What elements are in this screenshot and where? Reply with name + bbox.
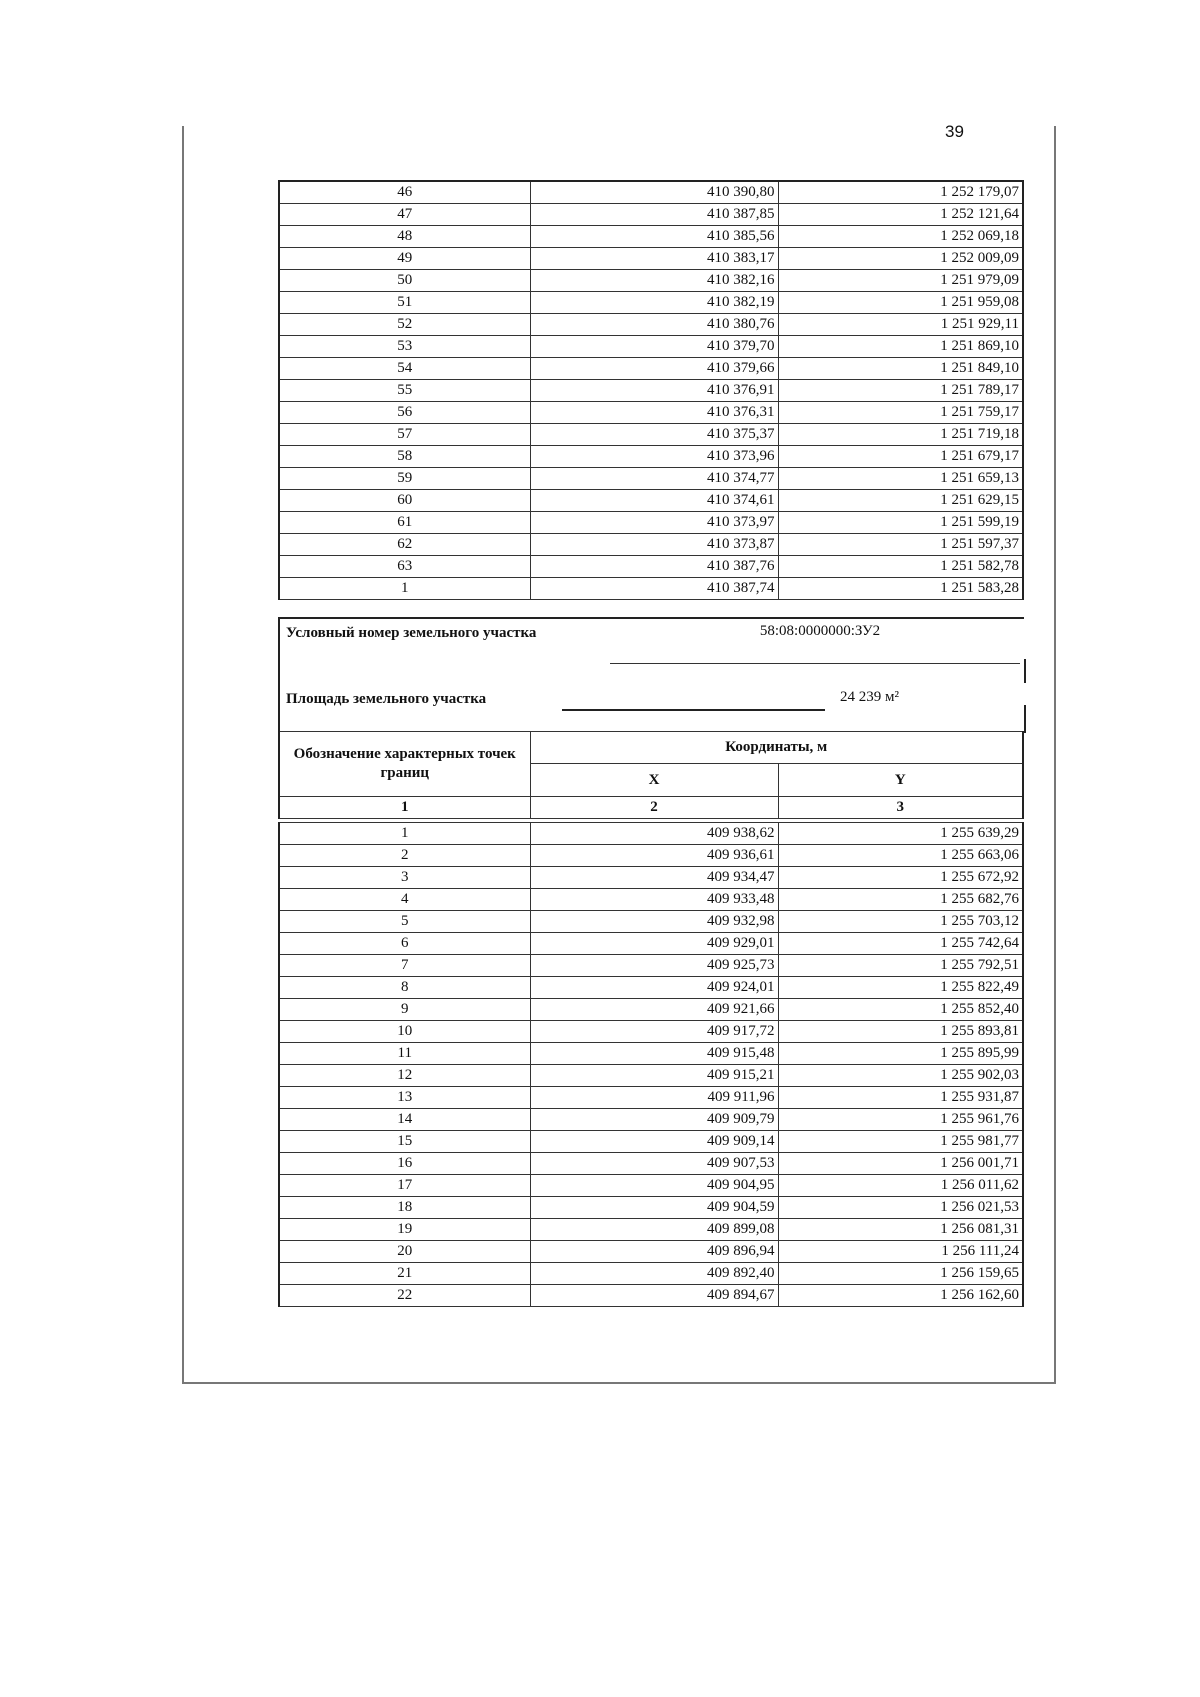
point-number-cell: 3 [279, 867, 530, 889]
parcel-area-underline [562, 709, 825, 711]
x-coordinate-cell: 410 387,74 [530, 578, 778, 600]
y-coordinate-cell: 1 255 893,81 [778, 1021, 1023, 1043]
point-number-cell: 47 [279, 204, 530, 226]
table-row [279, 446, 1023, 468]
y-coordinate-cell: 1 255 822,49 [778, 977, 1023, 999]
point-number-cell: 55 [279, 380, 530, 402]
x-coordinate-cell: 410 385,56 [530, 226, 778, 248]
y-coordinate-cell: 1 255 663,06 [778, 845, 1023, 867]
x-coordinate-cell: 410 374,77 [530, 468, 778, 490]
point-number-cell: 18 [279, 1197, 530, 1219]
point-number-cell: 58 [279, 446, 530, 468]
column-number-3: 3 [778, 797, 1023, 819]
point-number-cell: 59 [279, 468, 530, 490]
coordinates-table [278, 822, 1024, 1307]
y-coordinate-cell: 1 251 789,17 [778, 380, 1023, 402]
point-number-cell: 51 [279, 292, 530, 314]
point-number-cell: 6 [279, 933, 530, 955]
x-coordinate-cell: 410 390,80 [530, 181, 778, 204]
parcel-area-row [278, 685, 1024, 735]
table-row [279, 1219, 1023, 1241]
point-number-cell: 57 [279, 424, 530, 446]
x-coordinate-cell: 409 933,48 [530, 889, 778, 911]
y-coordinate-cell: 1 251 629,15 [778, 490, 1023, 512]
table-row [279, 248, 1023, 270]
x-coordinate-cell: 409 899,08 [530, 1219, 778, 1241]
x-coordinate-cell: 409 915,21 [530, 1065, 778, 1087]
x-coordinate-cell: 409 909,14 [530, 1131, 778, 1153]
point-number-cell: 1 [279, 578, 530, 600]
x-coordinate-cell: 409 921,66 [530, 999, 778, 1021]
table-row [279, 314, 1023, 336]
table-row [279, 1175, 1023, 1197]
x-coordinate-cell: 409 917,72 [530, 1021, 778, 1043]
y-coordinate-cell: 1 256 081,31 [778, 1219, 1023, 1241]
y-coordinate-cell: 1 251 599,19 [778, 512, 1023, 534]
point-number-cell: 16 [279, 1153, 530, 1175]
table-row [279, 911, 1023, 933]
cadastral-number-value: 58:08:0000000:ЗУ2 [759, 623, 881, 639]
x-coordinate-cell: 409 932,98 [530, 911, 778, 933]
y-coordinate-cell: 1 256 111,24 [778, 1241, 1023, 1263]
x-coordinate-cell: 409 915,48 [530, 1043, 778, 1065]
x-coordinate-cell: 409 894,67 [530, 1285, 778, 1307]
coordinates-table-continued [278, 180, 1024, 600]
table-row [279, 1043, 1023, 1065]
table-row [279, 490, 1023, 512]
y-coordinate-cell: 1 251 979,09 [778, 270, 1023, 292]
y-coordinate-cell: 1 252 069,18 [778, 226, 1023, 248]
y-coordinate-cell: 1 255 742,64 [778, 933, 1023, 955]
table-row [279, 1131, 1023, 1153]
table-row [279, 534, 1023, 556]
table-row [279, 823, 1023, 845]
x-coordinate-cell: 409 911,96 [530, 1087, 778, 1109]
point-number-cell: 46 [279, 181, 530, 204]
table-row [279, 1241, 1023, 1263]
x-coordinate-cell: 410 375,37 [530, 424, 778, 446]
x-coordinate-cell: 409 904,59 [530, 1197, 778, 1219]
x-coordinate-cell: 409 892,40 [530, 1263, 778, 1285]
x-coordinate-cell: 410 373,97 [530, 512, 778, 534]
point-number-cell: 12 [279, 1065, 530, 1087]
point-number-cell: 17 [279, 1175, 530, 1197]
point-number-cell: 4 [279, 889, 530, 911]
x-coordinate-cell: 409 907,53 [530, 1153, 778, 1175]
y-coordinate-cell: 1 251 929,11 [778, 314, 1023, 336]
y-coordinate-cell: 1 255 672,92 [778, 867, 1023, 889]
point-number-cell: 11 [279, 1043, 530, 1065]
y-coordinate-cell: 1 251 597,37 [778, 534, 1023, 556]
point-number-cell: 60 [279, 490, 530, 512]
point-number-cell: 1 [279, 823, 530, 845]
point-number-cell: 20 [279, 1241, 530, 1263]
cadastral-number-row [278, 617, 1024, 687]
y-coordinate-cell: 1 251 759,17 [778, 402, 1023, 424]
x-coordinate-cell: 409 909,79 [530, 1109, 778, 1131]
y-coordinate-cell: 1 255 895,99 [778, 1043, 1023, 1065]
table-row [279, 578, 1023, 600]
table-row [279, 292, 1023, 314]
y-coordinate-cell: 1 255 902,03 [778, 1065, 1023, 1087]
x-coordinate-cell: 410 387,85 [530, 204, 778, 226]
table-row [279, 468, 1023, 490]
x-coordinate-cell: 409 929,01 [530, 933, 778, 955]
table-row [279, 270, 1023, 292]
x-coordinate-cell: 409 925,73 [530, 955, 778, 977]
point-number-cell: 49 [279, 248, 530, 270]
table-row [279, 512, 1023, 534]
parcel-area-value: 24 239 м² [840, 689, 899, 705]
point-number-cell: 15 [279, 1131, 530, 1153]
table-row [279, 402, 1023, 424]
y-coordinate-cell: 1 251 719,18 [778, 424, 1023, 446]
table-row [279, 226, 1023, 248]
y-coordinate-cell: 1 255 703,12 [778, 911, 1023, 933]
table-row [279, 181, 1023, 204]
point-number-cell: 14 [279, 1109, 530, 1131]
x-coordinate-cell: 410 382,16 [530, 270, 778, 292]
point-number-cell: 7 [279, 955, 530, 977]
coordinates-table-header [278, 731, 1024, 819]
x-coordinate-cell: 409 896,94 [530, 1241, 778, 1263]
point-number-cell: 5 [279, 911, 530, 933]
x-coordinate-cell: 410 376,91 [530, 380, 778, 402]
column-number-1: 1 [279, 797, 530, 819]
x-coordinate-cell: 409 904,95 [530, 1175, 778, 1197]
table-row [279, 380, 1023, 402]
point-number-cell: 48 [279, 226, 530, 248]
x-coordinate-cell: 410 387,76 [530, 556, 778, 578]
point-number-cell: 52 [279, 314, 530, 336]
y-coordinate-cell: 1 251 659,13 [778, 468, 1023, 490]
table-row [279, 1263, 1023, 1285]
y-coordinate-cell: 1 256 011,62 [778, 1175, 1023, 1197]
point-number-cell: 50 [279, 270, 530, 292]
y-coordinate-cell: 1 255 639,29 [778, 823, 1023, 845]
point-number-cell: 62 [279, 534, 530, 556]
y-coordinate-cell: 1 255 852,40 [778, 999, 1023, 1021]
table-row [279, 889, 1023, 911]
y-coordinate-cell: 1 255 981,77 [778, 1131, 1023, 1153]
y-coordinate-cell: 1 251 582,78 [778, 556, 1023, 578]
x-coordinate-cell: 409 936,61 [530, 845, 778, 867]
point-number-cell: 56 [279, 402, 530, 424]
x-coordinate-cell: 410 383,17 [530, 248, 778, 270]
point-number-cell: 8 [279, 977, 530, 999]
point-number-cell: 61 [279, 512, 530, 534]
table-row [279, 1109, 1023, 1131]
table-row [279, 955, 1023, 977]
point-number-cell: 19 [279, 1219, 530, 1241]
y-coordinate-cell: 1 251 849,10 [778, 358, 1023, 380]
table-row [279, 1285, 1023, 1307]
x-coordinate-cell: 410 380,76 [530, 314, 778, 336]
table-row [279, 999, 1023, 1021]
x-coordinate-cell: 410 373,96 [530, 446, 778, 468]
point-number-cell: 13 [279, 1087, 530, 1109]
y-coordinate-cell: 1 251 679,17 [778, 446, 1023, 468]
y-coordinate-cell: 1 251 869,10 [778, 336, 1023, 358]
table-row [279, 1197, 1023, 1219]
point-number-cell: 22 [279, 1285, 530, 1307]
column-number-2: 2 [530, 797, 778, 819]
coordinates-column-header: Координаты, м [530, 732, 1023, 764]
table-row [279, 556, 1023, 578]
table-row [279, 1087, 1023, 1109]
point-number-cell: 2 [279, 845, 530, 867]
cadastral-number-label: Условный номер земельного участка [286, 625, 537, 641]
point-number-cell: 21 [279, 1263, 530, 1285]
y-coordinate-cell: 1 255 961,76 [778, 1109, 1023, 1131]
x-coordinate-cell: 409 938,62 [530, 823, 778, 845]
table-row [279, 424, 1023, 446]
x-coordinate-cell: 410 379,70 [530, 336, 778, 358]
point-number-cell: 63 [279, 556, 530, 578]
table-row [279, 358, 1023, 380]
table-row [279, 867, 1023, 889]
x-coordinate-cell: 410 373,87 [530, 534, 778, 556]
points-column-header: Обозначение характерных точек границ [279, 732, 530, 797]
y-coordinate-cell: 1 256 021,53 [778, 1197, 1023, 1219]
y-coordinate-cell: 1 256 162,60 [778, 1285, 1023, 1307]
table-row [279, 1021, 1023, 1043]
point-number-cell: 9 [279, 999, 530, 1021]
y-coordinate-cell: 1 251 583,28 [778, 578, 1023, 600]
parcel-area-label: Площадь земельного участка [286, 691, 487, 707]
table-row [279, 204, 1023, 226]
y-coordinate-cell: 1 252 179,07 [778, 181, 1023, 204]
x-coordinate-cell: 410 376,31 [530, 402, 778, 424]
cadastral-underline [610, 663, 1020, 664]
table-row [279, 1153, 1023, 1175]
point-number-cell: 53 [279, 336, 530, 358]
point-number-cell: 54 [279, 358, 530, 380]
table-row [279, 977, 1023, 999]
x-coordinate-cell: 409 934,47 [530, 867, 778, 889]
y-coordinate-cell: 1 252 009,09 [778, 248, 1023, 270]
table-row [279, 933, 1023, 955]
table-row [279, 336, 1023, 358]
x-coordinate-cell: 410 379,66 [530, 358, 778, 380]
table-row [279, 845, 1023, 867]
x-coordinate-cell: 410 382,19 [530, 292, 778, 314]
y-coordinate-cell: 1 255 931,87 [778, 1087, 1023, 1109]
y-coordinate-cell: 1 255 682,76 [778, 889, 1023, 911]
page-number: 39 [945, 122, 964, 141]
x-column-header: X [530, 764, 778, 797]
y-coordinate-cell: 1 255 792,51 [778, 955, 1023, 977]
x-coordinate-cell: 409 924,01 [530, 977, 778, 999]
x-coordinate-cell: 410 374,61 [530, 490, 778, 512]
y-coordinate-cell: 1 252 121,64 [778, 204, 1023, 226]
y-coordinate-cell: 1 251 959,08 [778, 292, 1023, 314]
y-coordinate-cell: 1 256 001,71 [778, 1153, 1023, 1175]
table-row [279, 1065, 1023, 1087]
y-column-header: Y [778, 764, 1023, 797]
area-border-tick [1024, 705, 1026, 733]
y-coordinate-cell: 1 256 159,65 [778, 1263, 1023, 1285]
cadastral-border-tick [1024, 659, 1026, 683]
point-number-cell: 10 [279, 1021, 530, 1043]
